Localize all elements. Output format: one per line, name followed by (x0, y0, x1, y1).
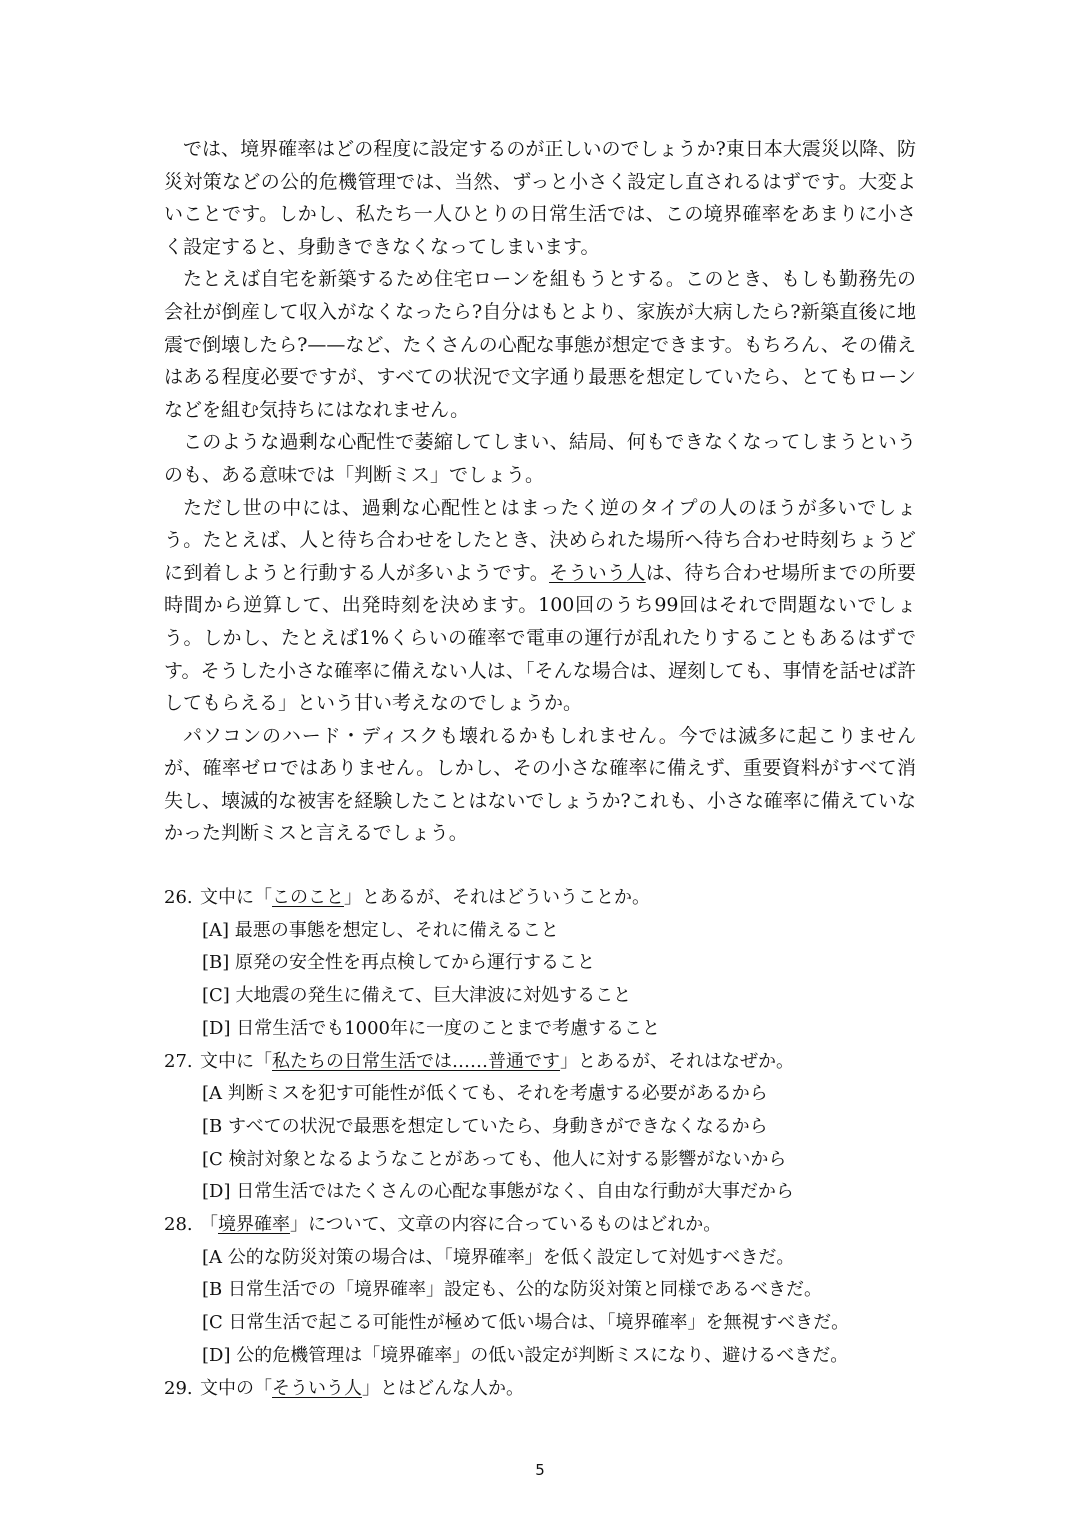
reading-passage (164, 133, 916, 850)
question-number: 26. (164, 887, 193, 908)
question-29 (164, 1373, 924, 1406)
answer-option-c[interactable]: [C 検討対象となるようなことがあっても、他人に対する影響がないから (202, 1148, 787, 1170)
paragraph-text-before: ただし世の中には、過剰な心配性とはまったく逆のタイプの人のほうが多いでしょう。たとえば、人と待ち合わせをしたとき、決められた場所へ待ち合わせ時刻ちょうどに到着しようと行動する人が多いようです。 (164, 496, 916, 584)
question-stem (164, 1209, 924, 1242)
question-suffix: 」とはどんな人か。 (362, 1377, 524, 1399)
question-stem (164, 882, 924, 915)
question-27 (164, 1046, 924, 1210)
question-stem (164, 1373, 924, 1406)
question-list (164, 882, 924, 1405)
question-underlined-quote: 境界確率 (218, 1214, 290, 1236)
question-suffix: 」について、文章の内容に合っているものはどれか。 (290, 1214, 722, 1236)
question-number: 27. (164, 1050, 193, 1072)
paragraph-text-after: は、待ち合わせ場所までの所要時間から逆算して、出発時刻を決めます。100回のうち99回はそれで問題ないでしょう。しかし、たとえば1%くらいの確率で電車の運行が乱れたりすることもあるはずです。そうした小さな確率に備えない人は、「そんな場合は、遅刻しても、事情を話せば許してもらえる」という甘い考えなのでしょうか。 (164, 561, 916, 715)
question-prefix: 「 (200, 1214, 218, 1236)
passage-paragraph-2: たとえば自宅を新築するため住宅ローンを組もうとする。このとき、もしも勤務先の会社が倒産して収入がなくなったら?自分はもとより、家族が大病したら?新築直後に地震で倒壊したら?——など、たくさんの心配な事態が想定できます。もちろん、その備えはある程度必要ですが、すべての状況で文字通り最悪を想定していたら、とてもローンなどを組む気持ちにはなれません。 (164, 268, 916, 421)
underlined-phrase: そういう人 (549, 561, 646, 584)
question-prefix: 文中に「 (200, 1050, 272, 1072)
question-prefix: 文中の「 (200, 1377, 272, 1399)
passage-paragraph-3: このような過剰な心配性で萎縮してしまい、結局、何もできなくなってしまうというのも、ある意味では「判断ミス」でしょう。 (164, 431, 916, 486)
question-28 (164, 1209, 924, 1373)
question-underlined-quote: 私たちの日常生活では……普通です (272, 1050, 560, 1072)
answer-option-a[interactable]: [A 公的な防災対策の場合は、「境界確率」を低く設定して対処すべきだ。 (202, 1246, 795, 1268)
question-prefix: 文中に「 (200, 887, 272, 908)
answer-option-c[interactable]: [C] 大地震の発生に備えて、巨大津波に対処すること (202, 985, 632, 1007)
passage-paragraph-4 (164, 492, 916, 720)
page-number: 5 (535, 1461, 545, 1479)
question-stem (164, 1046, 924, 1079)
answer-option-d[interactable]: [D] 日常生活ではたくさんの心配な事態がなく、自由な行動が大事だから (202, 1181, 794, 1203)
question-suffix: 」とあるが、それはなぜか。 (560, 1050, 794, 1072)
answer-option-b[interactable]: [B] 原発の安全性を再点検してから運行すること (202, 952, 595, 974)
answer-option-a[interactable]: [A] 最悪の事態を想定し、それに備えること (202, 919, 559, 941)
question-underlined-quote: このこと (272, 887, 344, 908)
answer-option-d[interactable]: [D] 公的危機管理は「境界確率」の低い設定が判断ミスになり、避けるべきだ。 (202, 1344, 849, 1366)
passage-paragraph-5: パソコンのハード・ディスクも壊れるかもしれません。今では滅多に起こりませんが、確率ゼロではありません。しかし、その小さな確率に備えず、重要資料がすべて消失し、壊滅的な被害を経験したことはないでしょうか?これも、小さな確率に備えていなかった判断ミスと言えるでしょう。 (164, 724, 916, 845)
answer-option-c[interactable]: [C 日常生活で起こる可能性が極めて低い場合は、「境界確率」を無視すべきだ。 (202, 1312, 850, 1334)
question-number: 28. (164, 1214, 193, 1236)
answer-option-b[interactable]: [B すべての状況で最悪を想定していたら、身動きができなくなるから (202, 1115, 768, 1137)
answer-option-b[interactable]: [B 日常生活での「境界確率」設定も、公的な防災対策と同様であるべきだ。 (202, 1279, 822, 1301)
question-underlined-quote: そういう人 (272, 1377, 362, 1399)
question-number: 29. (164, 1377, 193, 1399)
passage-paragraph-1: では、境界確率はどの程度に設定するのが正しいのでしょうか?東日本大震災以降、防災対策などの公的危機管理では、当然、ずっと小さく設定し直されるはずです。大変よいことです。しかし、私たち一人ひとりの日常生活では、この境界確率をあまりに小さく設定すると、身動きできなくなってしまいます。 (164, 138, 916, 258)
question-suffix: 」とあるが、それはどういうことか。 (344, 887, 650, 908)
answer-option-a[interactable]: [A 判断ミスを犯す可能性が低くても、それを考慮する必要があるから (202, 1083, 768, 1105)
question-26 (164, 882, 924, 1046)
answer-option-d[interactable]: [D] 日常生活でも1000年に一度のことまで考慮すること (202, 1017, 661, 1039)
